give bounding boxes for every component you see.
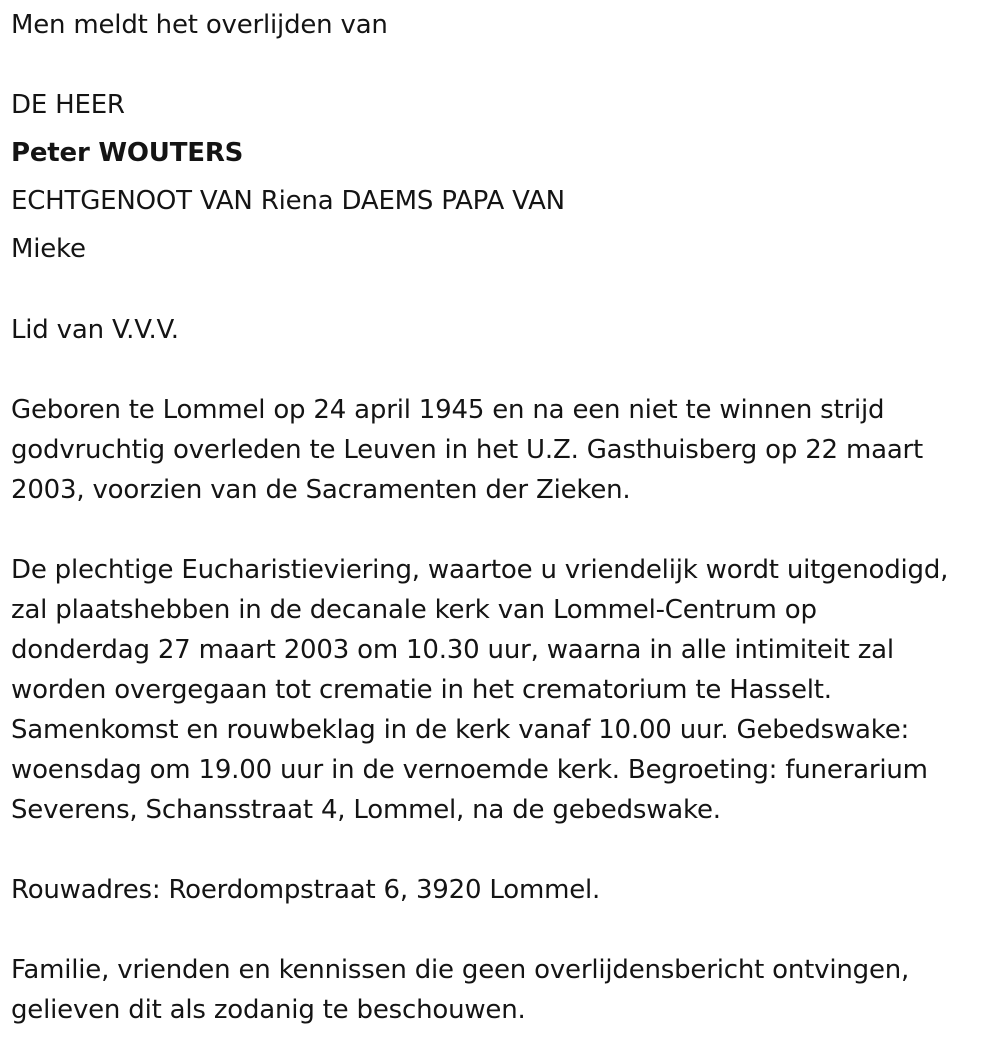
- intro-text: Men meldt het overlijden van: [11, 10, 388, 40]
- paragraph-line: Samenkomst en rouwbeklag in de kerk vanaf 10.00 uur. Gebedswake:: [11, 715, 910, 745]
- birth-death-paragraph: [11, 390, 996, 510]
- paragraph-line: donderdag 27 maart 2003 om 10.30 uur, waarna in alle intimiteit zal: [11, 635, 894, 665]
- closing-paragraph: [11, 950, 996, 1030]
- paragraph-line: woensdag om 19.00 uur in de vernoemde kerk. Begroeting: funerarium: [11, 755, 928, 785]
- paragraph-line: 2003, voorzien van de Sacramenten der Zieken.: [11, 475, 631, 505]
- child-name: Mieke: [11, 234, 86, 264]
- ceremony-paragraph: [11, 550, 996, 830]
- paragraph-line: zal plaatshebben in de decanale kerk van Lommel-Centrum op: [11, 595, 817, 625]
- paragraph-line: worden overgegaan tot crematie in het crematorium te Hasselt.: [11, 675, 832, 705]
- paragraph-line: Geboren te Lommel op 24 april 1945 en na een niet te winnen strijd: [11, 395, 885, 425]
- paragraph-line: gelieven dit als zodanig te beschouwen.: [11, 995, 526, 1025]
- deceased-name: Peter WOUTERS: [11, 138, 244, 168]
- paragraph-line: Familie, vrienden en kennissen die geen overlijdensbericht ontvingen,: [11, 955, 910, 985]
- paragraph-line: De plechtige Eucharistieviering, waartoe u vriendelijk wordt uitgenodigd,: [11, 555, 949, 585]
- spouse-line: ECHTGENOOT VAN Riena DAEMS PAPA VAN: [11, 186, 565, 216]
- funeral-address: Rouwadres: Roerdompstraat 6, 3920 Lommel.: [11, 875, 601, 905]
- paragraph-line: Severens, Schansstraat 4, Lommel, na de gebedswake.: [11, 795, 721, 825]
- honorific: DE HEER: [11, 90, 125, 120]
- membership-text: Lid van V.V.V.: [11, 315, 179, 345]
- paragraph-line: godvruchtig overleden te Leuven in het U.Z. Gasthuisberg op 22 maart: [11, 435, 924, 465]
